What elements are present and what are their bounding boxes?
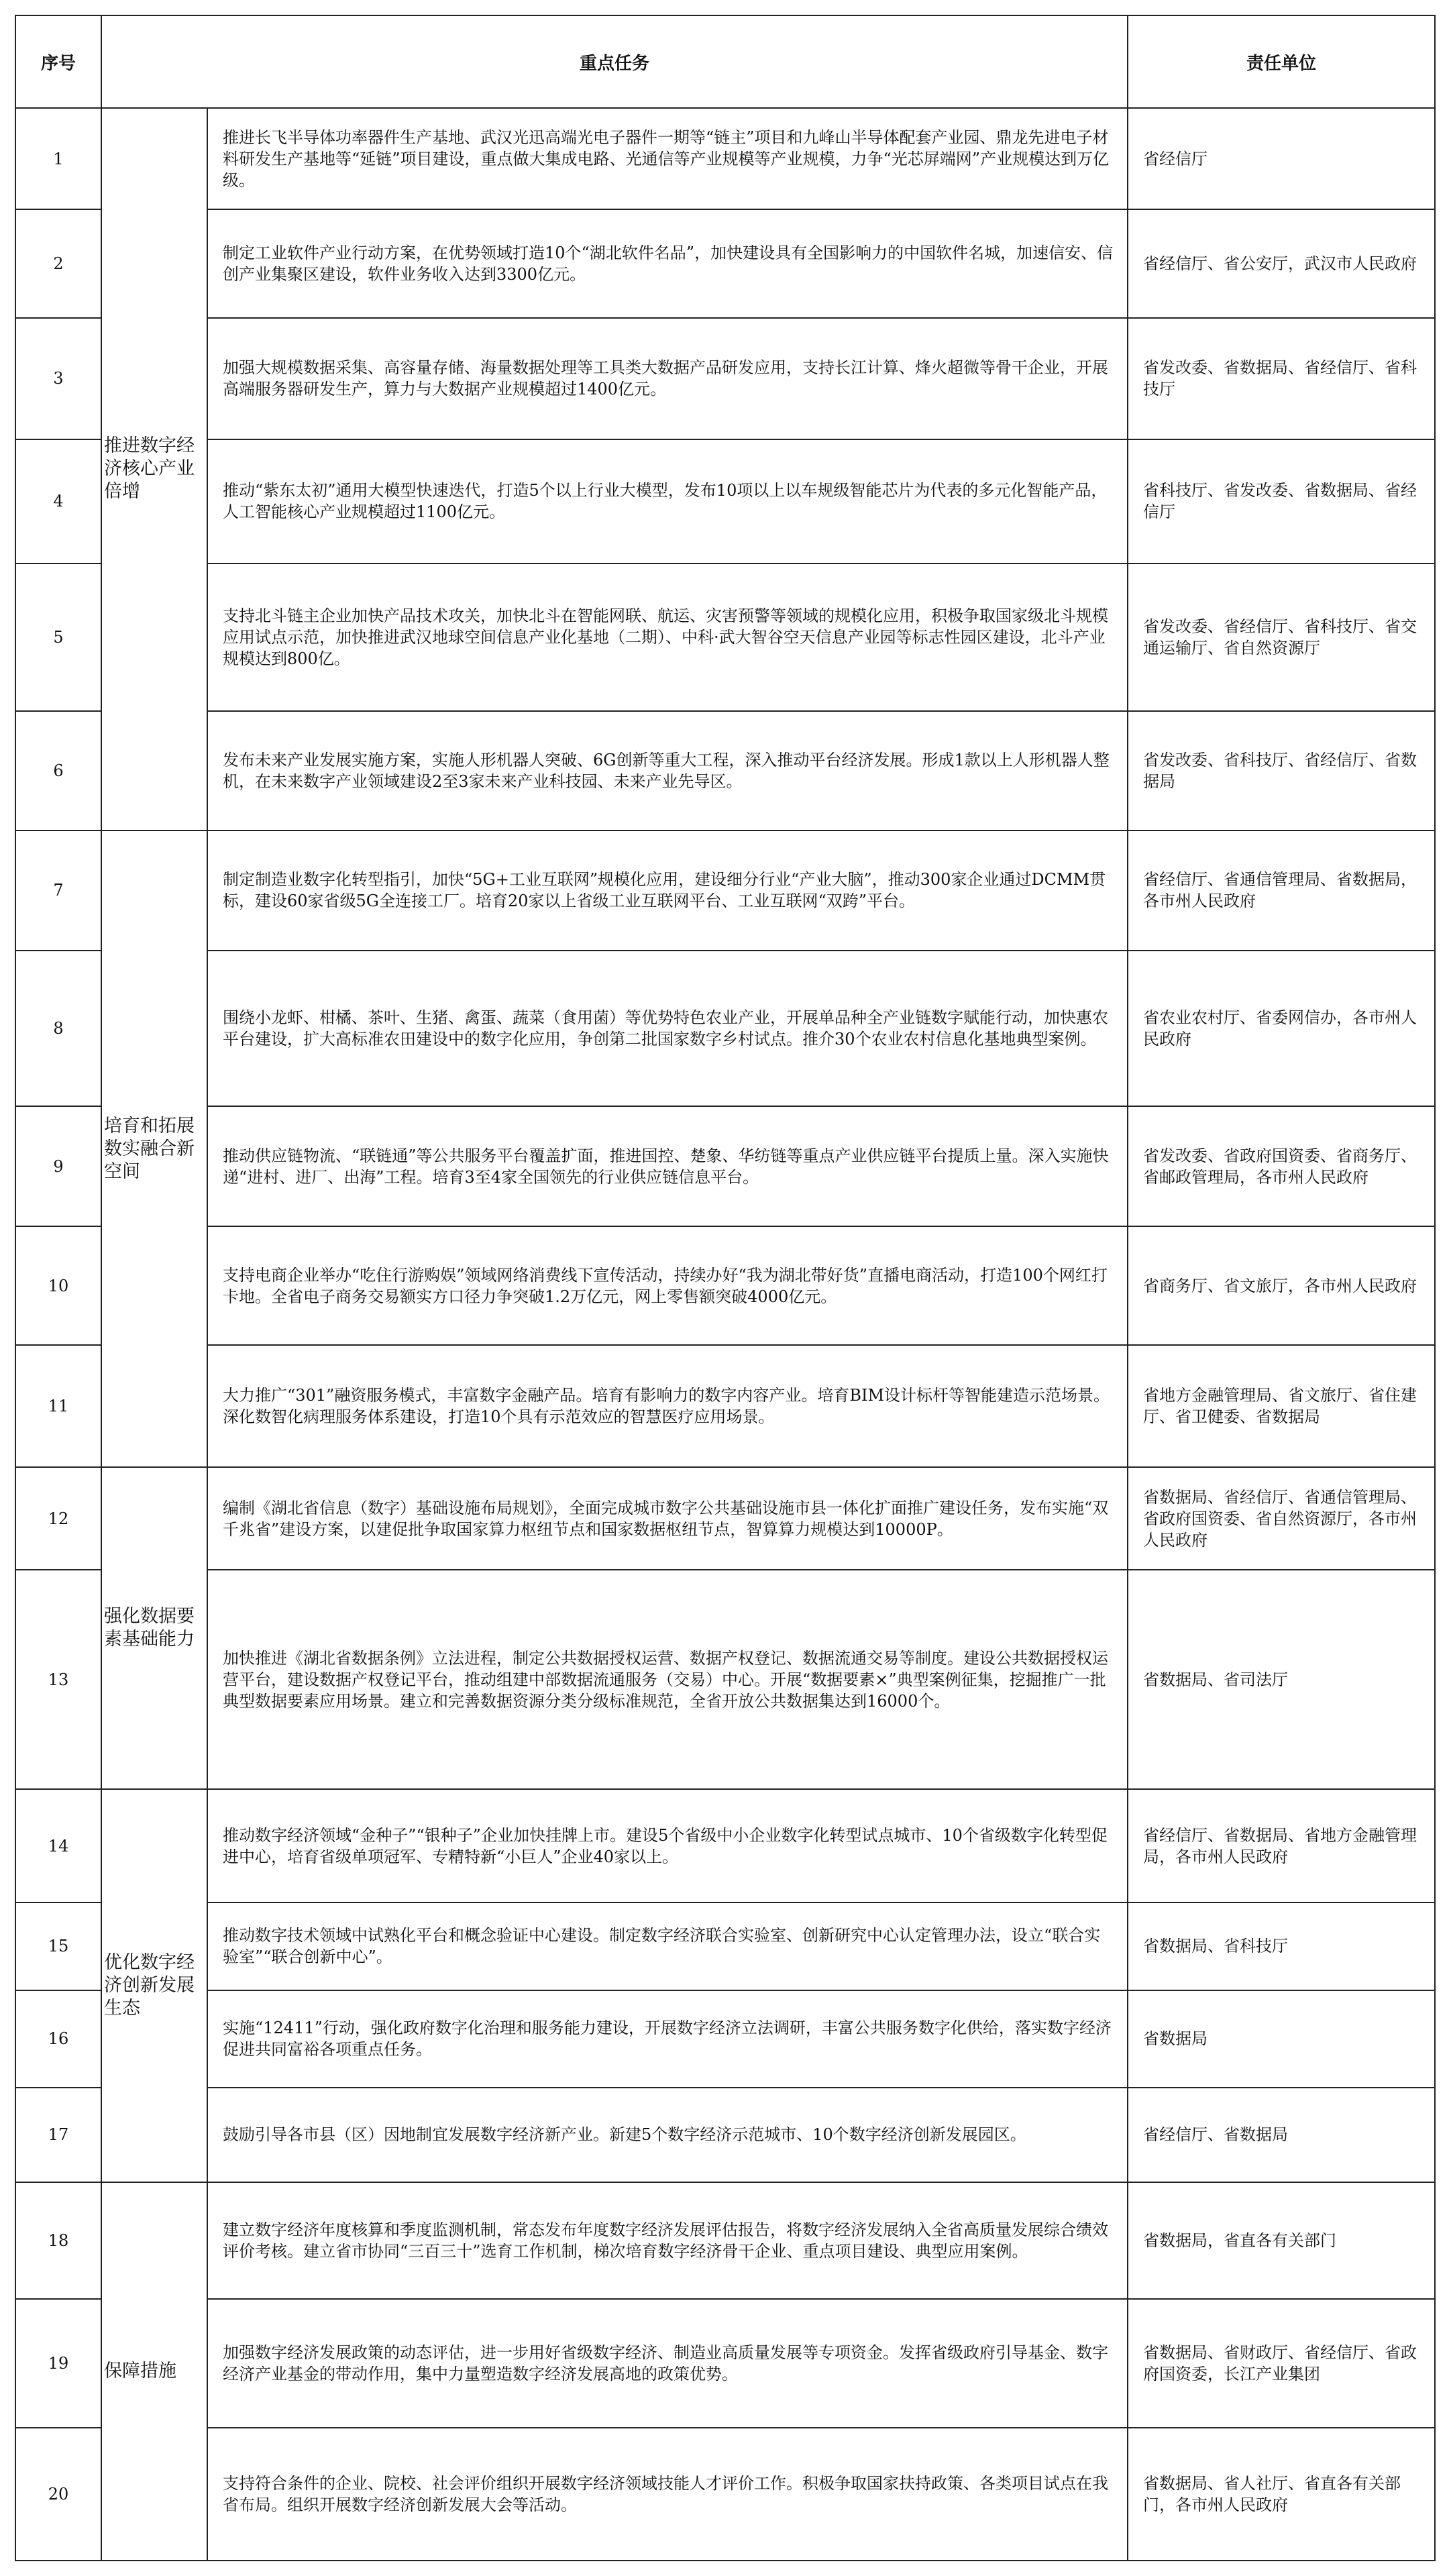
group-label-cell (101, 108, 207, 830)
row-seq: 11 (15, 1345, 101, 1467)
header-unit: 责任单位 (1128, 15, 1435, 108)
row-task: 加强大规模数据采集、高容量存储、海量数据处理等工具类大数据产品研发应用，支持长江计算、烽火超微等骨干企业，开展高端服务器研发生产，算力与大数据产业规模超过1400亿元。 (207, 318, 1128, 439)
row-task: 大力推广“301”融资服务模式，丰富数字金融产品。培育有影响力的数字内容产业。培育BIM设计标杆等智能建造示范场景。深化数智化病理服务体系建设，打造10个具有示范效应的智慧医疗应用场景。 (207, 1345, 1128, 1467)
row-task: 加强数字经济发展政策的动态评估，进一步用好省级数字经济、制造业高质量发展等专项资金。发挥省级政府引导基金、数字经济产业基金的带动作用，集中力量塑造数字经济发展高地的政策优势。 (207, 2299, 1128, 2428)
row-task: 支持北斗链主企业加快产品技术攻关，加快北斗在智能网联、航运、灾害预警等领域的规模化应用，积极争取国家级北斗规模应用试点示范，加快推进武汉地球空间信息产业化基地（二期）、中科·武大智谷空天信息产业园等标志性园区建设，北斗产业规模达到800亿。 (207, 564, 1128, 711)
table-row (15, 1789, 1435, 1902)
row-seq: 14 (15, 1789, 101, 1902)
row-seq: 8 (15, 951, 101, 1106)
row-unit: 省数据局，省直各有关部门 (1128, 2182, 1435, 2299)
row-unit: 省发改委、省政府国资委、省商务厅、省邮政管理局，各市州人民政府 (1128, 1106, 1435, 1227)
row-seq: 13 (15, 1570, 101, 1789)
header-task: 重点任务 (101, 15, 1128, 108)
table-row (15, 711, 1435, 830)
row-seq: 15 (15, 1902, 101, 1990)
header-row (15, 15, 1435, 108)
table-row (15, 2428, 1435, 2561)
row-task: 鼓励引导各市县（区）因地制宜发展数字经济新产业。新建5个数字经济示范城市、10个数字经济创新发展园区。 (207, 2088, 1128, 2182)
row-unit: 省地方金融管理局、省文旅厅、省住建厅、省卫健委、省数据局 (1128, 1345, 1435, 1467)
row-unit: 省商务厅、省文旅厅，各市州人民政府 (1128, 1226, 1435, 1345)
row-seq: 17 (15, 2088, 101, 2182)
row-task: 推进长飞半导体功率器件生产基地、武汉光迅高端光电子器件一期等“链主”项目和九峰山半导体配套产业园、鼎龙先进电子材料研发生产基地等“延链”项目建设，重点做大集成电路、光通信等产业规模等产业规模，力争“光芯屏端网”产业规模达到万亿级。 (207, 108, 1128, 209)
group-label: 优化数字经济创新发展生态 (104, 1952, 195, 2019)
table-row (15, 1467, 1435, 1570)
row-seq: 12 (15, 1467, 101, 1570)
row-task: 制定工业软件产业行动方案，在优势领域打造10个“湖北软件名品”，加快建设具有全国影响力的中国软件名城，加速信安、信创产业集聚区建设，软件业务收入达到3300亿元。 (207, 209, 1128, 317)
row-seq: 9 (15, 1106, 101, 1227)
table-row (15, 564, 1435, 711)
row-seq: 18 (15, 2182, 101, 2299)
row-task: 发布未来产业发展实施方案，实施人形机器人突破、6G创新等重大工程，深入推动平台经济发展。形成1款以上人形机器人整机，在未来数字产业领域建设2至3家未来产业科技园、未来产业先导区。 (207, 711, 1128, 830)
row-task: 围绕小龙虾、柑橘、茶叶、生猪、禽蛋、蔬菜（食用菌）等优势特色农业产业，开展单品种全产业链数字赋能行动，加快惠农平台建设，扩大高标准农田建设中的数字化应用，争创第二批国家数字乡村试点。推介30个农业农村信息化基地典型案例。 (207, 951, 1128, 1106)
row-task: 建立数字经济年度核算和季度监测机制，常态发布年度数字经济发展评估报告，将数字经济发展纳入全省高质量发展综合绩效评价考核。建立省市协同“三百三十”选育工作机制，梯次培育数字经济骨干企业、重点项目建设、典型应用案例。 (207, 2182, 1128, 2299)
table-row (15, 1106, 1435, 1227)
row-unit: 省科技厅、省发改委、省数据局、省经信厅 (1128, 439, 1435, 564)
table-row (15, 318, 1435, 439)
row-unit: 省数据局、省人社厅、省直各有关部门，各市州人民政府 (1128, 2428, 1435, 2561)
table-row (15, 2088, 1435, 2182)
row-unit: 省数据局 (1128, 1990, 1435, 2088)
table-row (15, 108, 1435, 209)
row-seq: 1 (15, 108, 101, 209)
row-task: 制定制造业数字化转型指引，加快“5G+工业互联网”规模化应用，建设细分行业“产业大脑”，推动300家企业通过DCMM贯标，建设60家省级5G全连接工厂。培育20家以上省级工业互联网平台、工业互联网“双跨”平台。 (207, 830, 1128, 951)
row-unit: 省发改委、省经信厅、省科技厅、省交通运输厅、省自然资源厅 (1128, 564, 1435, 711)
row-unit: 省数据局、省经信厅、省通信管理局、省政府国资委、省自然资源厅，各市州人民政府 (1128, 1467, 1435, 1570)
row-task: 编制《湖北省信息（数字）基础设施布局规划》，全面完成城市数字公共基础设施市县一体化扩面推广建设任务，发布实施“双千兆省”建设方案，以建促批争取国家算力枢纽节点和国家数据枢纽节点，智算算力规模达到10000P。 (207, 1467, 1128, 1570)
row-unit: 省农业农村厅、省委网信办，各市州人民政府 (1128, 951, 1435, 1106)
row-unit: 省数据局、省科技厅 (1128, 1902, 1435, 1990)
group-label: 保障措施 (104, 2360, 176, 2381)
row-unit: 省经信厅、省公安厅，武汉市人民政府 (1128, 209, 1435, 317)
task-table (15, 15, 1436, 2561)
row-seq: 7 (15, 830, 101, 951)
table-row (15, 2299, 1435, 2428)
group-label-cell (101, 2182, 207, 2561)
row-unit: 省数据局、省财政厅、省经信厅、省政府国资委，长江产业集团 (1128, 2299, 1435, 2428)
row-unit: 省经信厅、省数据局 (1128, 2088, 1435, 2182)
row-task: 推动供应链物流、“联链通”等公共服务平台覆盖扩面，推进国控、楚象、华纺链等重点产业供应链平台提质上量。深入实施快递“进村、进厂、出海”工程。培育3至4家全国领先的行业供应链信息平台。 (207, 1106, 1128, 1227)
row-seq: 5 (15, 564, 101, 711)
row-task: 推动“紫东太初”通用大模型快速迭代，打造5个以上行业大模型，发布10项以上以车规级智能芯片为代表的多元化智能产品，人工智能核心产业规模超过1100亿元。 (207, 439, 1128, 564)
group-label-cell (101, 1789, 207, 2182)
table-row (15, 1226, 1435, 1345)
row-task: 支持符合条件的企业、院校、社会评价组织开展数字经济领域技能人才评价工作。积极争取国家扶持政策、各类项目试点在我省布局。组织开展数字经济创新发展大会等活动。 (207, 2428, 1128, 2561)
group-label-cell (101, 1467, 207, 1789)
table-row (15, 1990, 1435, 2088)
group-label: 培育和拓展数实融合新空间 (104, 1115, 195, 1182)
table-row (15, 1570, 1435, 1789)
group-label-cell (101, 830, 207, 1467)
row-unit: 省经信厅、省数据局、省地方金融管理局，各市州人民政府 (1128, 1789, 1435, 1902)
group-label: 强化数据要素基础能力 (104, 1606, 195, 1650)
group-label: 推进数字经济核心产业倍增 (104, 435, 195, 502)
table-row (15, 209, 1435, 317)
row-task: 实施“12411”行动，强化政府数字化治理和服务能力建设，开展数字经济立法调研，丰富公共服务数字化供给，落实数字经济促进共同富裕各项重点任务。 (207, 1990, 1128, 2088)
row-unit: 省经信厅 (1128, 108, 1435, 209)
table-row (15, 439, 1435, 564)
row-seq: 20 (15, 2428, 101, 2561)
row-unit: 省发改委、省科技厅、省经信厅、省数据局 (1128, 711, 1435, 830)
row-task: 支持电商企业举办“吃住行游购娱”领域网络消费线下宣传活动，持续办好“我为湖北带好货”直播电商活动，打造100个网红打卡地。全省电子商务交易额实方口径力争突破1.2万亿元，网上零售额突破4000亿元。 (207, 1226, 1128, 1345)
row-seq: 10 (15, 1226, 101, 1345)
row-seq: 19 (15, 2299, 101, 2428)
row-seq: 6 (15, 711, 101, 830)
row-seq: 16 (15, 1990, 101, 2088)
table-row (15, 951, 1435, 1106)
row-task: 推动数字技术领域中试熟化平台和概念验证中心建设。制定数字经济联合实验室、创新研究中心认定管理办法，设立“联合实验室”“联合创新中心”。 (207, 1902, 1128, 1990)
table-row (15, 1345, 1435, 1467)
row-seq: 2 (15, 209, 101, 317)
header-seq: 序号 (15, 15, 101, 108)
table-row (15, 2182, 1435, 2299)
row-seq: 4 (15, 439, 101, 564)
row-task: 推动数字经济领域“金种子”“银种子”企业加快挂牌上市。建设5个省级中小企业数字化转型试点城市、10个省级数字化转型促进中心，培育省级单项冠军、专精特新“小巨人”企业40家以上。 (207, 1789, 1128, 1902)
row-unit: 省数据局、省司法厅 (1128, 1570, 1435, 1789)
table-row (15, 830, 1435, 951)
row-seq: 3 (15, 318, 101, 439)
row-unit: 省发改委、省数据局、省经信厅、省科技厅 (1128, 318, 1435, 439)
table-row (15, 1902, 1435, 1990)
row-unit: 省经信厅、省通信管理局、省数据局，各市州人民政府 (1128, 830, 1435, 951)
row-task: 加快推进《湖北省数据条例》立法进程，制定公共数据授权运营、数据产权登记、数据流通交易等制度。建设公共数据授权运营平台，建设数据产权登记平台，推动组建中部数据流通服务（交易）中心。开展“数据要素×”典型案例征集，挖掘推广一批典型数据要素应用场景。建立和完善数据资源分类分级标准规范，全省开放公共数据集达到16000个。 (207, 1570, 1128, 1789)
